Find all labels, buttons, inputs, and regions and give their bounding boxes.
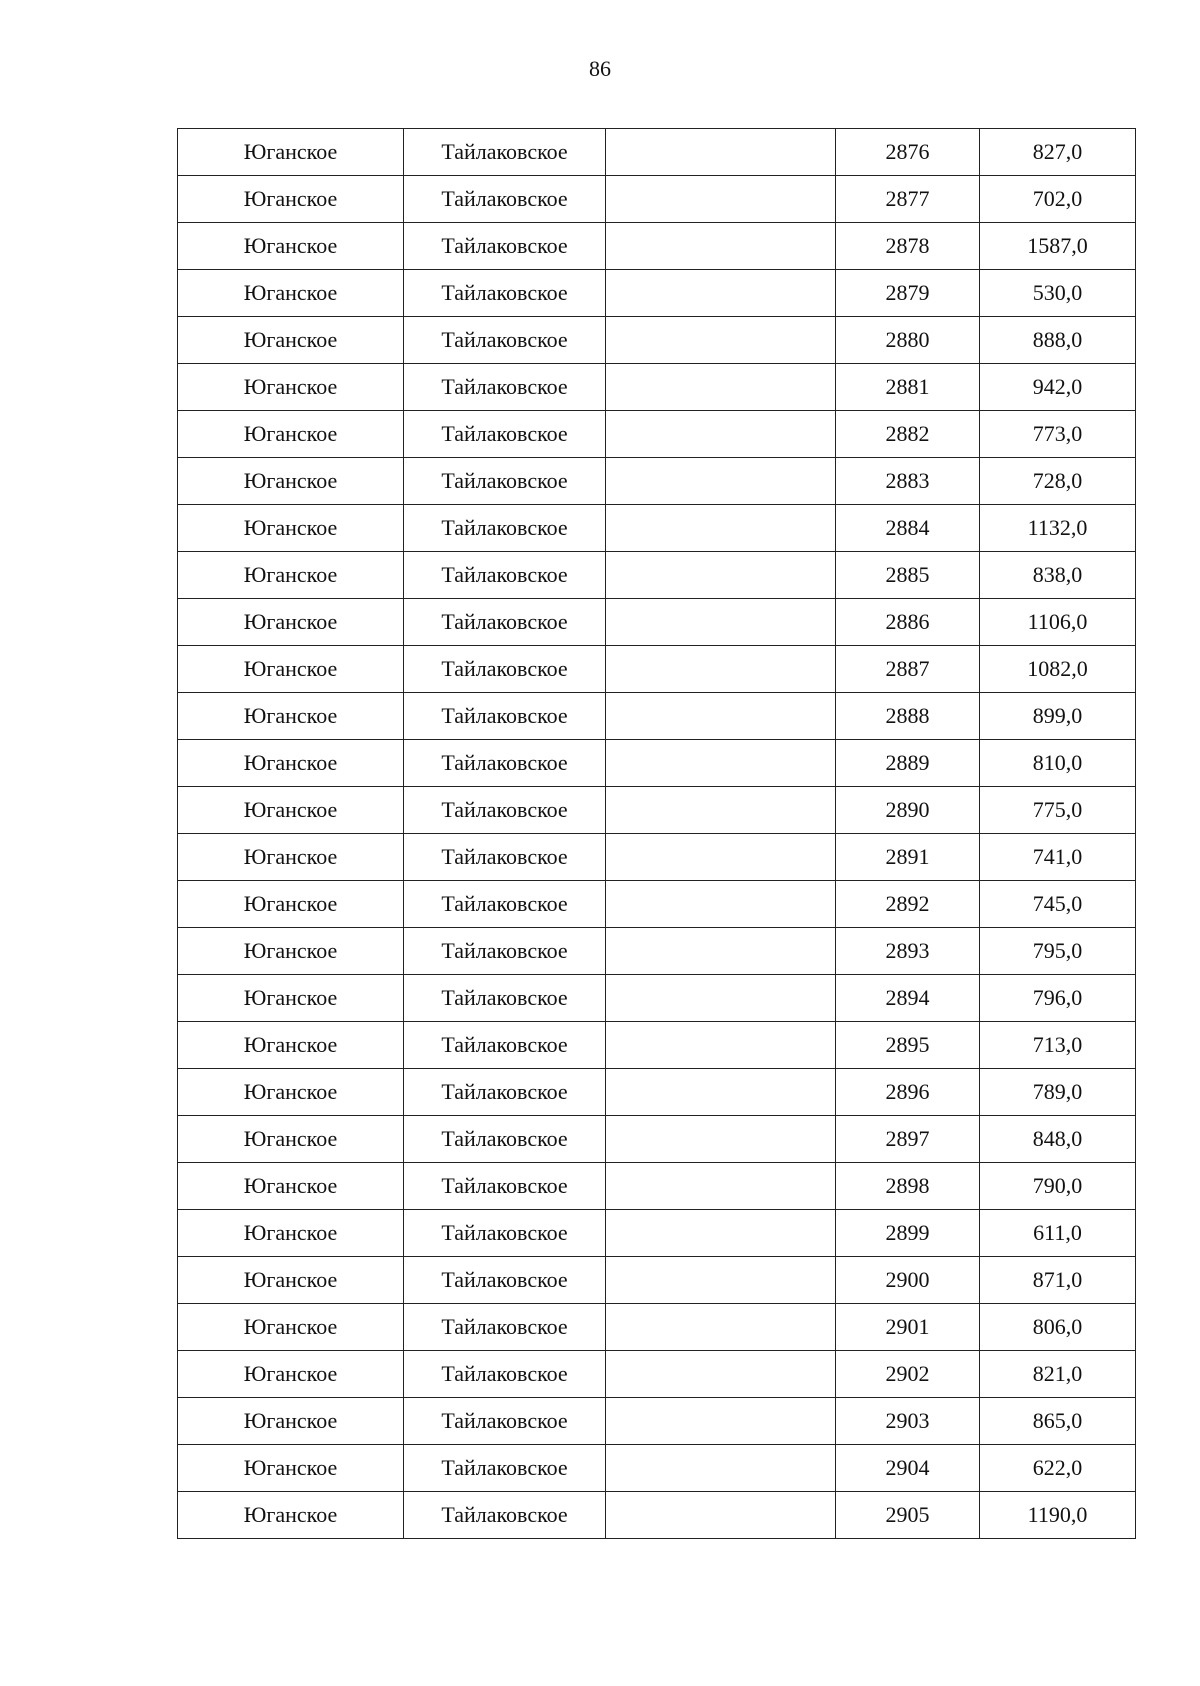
table-row — [178, 646, 1136, 693]
empty-cell — [606, 1304, 836, 1351]
field-cell: Тайлаковское — [404, 834, 606, 881]
field-cell: Тайлаковское — [404, 1069, 606, 1116]
table-row — [178, 881, 1136, 928]
empty-cell — [606, 505, 836, 552]
field-cell: Тайлаковское — [404, 411, 606, 458]
number-cell: 2887 — [836, 646, 980, 693]
value-cell: 1190,0 — [980, 1492, 1136, 1539]
table-row — [178, 317, 1136, 364]
field-cell: Тайлаковское — [404, 1351, 606, 1398]
field-cell: Тайлаковское — [404, 364, 606, 411]
empty-cell — [606, 1069, 836, 1116]
region-cell: Юганское — [178, 693, 404, 740]
value-cell: 702,0 — [980, 176, 1136, 223]
value-cell: 821,0 — [980, 1351, 1136, 1398]
value-cell: 796,0 — [980, 975, 1136, 1022]
table-row — [178, 693, 1136, 740]
table-row — [178, 1210, 1136, 1257]
region-cell: Юганское — [178, 505, 404, 552]
empty-cell — [606, 411, 836, 458]
value-cell: 728,0 — [980, 458, 1136, 505]
empty-cell — [606, 317, 836, 364]
number-cell: 2886 — [836, 599, 980, 646]
empty-cell — [606, 1398, 836, 1445]
field-cell: Тайлаковское — [404, 1210, 606, 1257]
field-cell: Тайлаковское — [404, 505, 606, 552]
value-cell: 848,0 — [980, 1116, 1136, 1163]
value-cell: 806,0 — [980, 1304, 1136, 1351]
empty-cell — [606, 458, 836, 505]
region-cell: Юганское — [178, 364, 404, 411]
region-cell: Юганское — [178, 787, 404, 834]
value-cell: 741,0 — [980, 834, 1136, 881]
region-cell: Юганское — [178, 411, 404, 458]
region-cell: Юганское — [178, 1398, 404, 1445]
number-cell: 2895 — [836, 1022, 980, 1069]
field-cell: Тайлаковское — [404, 552, 606, 599]
table-row — [178, 552, 1136, 599]
number-cell: 2890 — [836, 787, 980, 834]
field-cell: Тайлаковское — [404, 881, 606, 928]
region-cell: Юганское — [178, 928, 404, 975]
number-cell: 2879 — [836, 270, 980, 317]
value-cell: 622,0 — [980, 1445, 1136, 1492]
empty-cell — [606, 834, 836, 881]
field-cell: Тайлаковское — [404, 975, 606, 1022]
table-row — [178, 411, 1136, 458]
value-cell: 1082,0 — [980, 646, 1136, 693]
number-cell: 2877 — [836, 176, 980, 223]
number-cell: 2880 — [836, 317, 980, 364]
number-cell: 2893 — [836, 928, 980, 975]
empty-cell — [606, 1445, 836, 1492]
field-cell: Тайлаковское — [404, 1257, 606, 1304]
table-row — [178, 176, 1136, 223]
value-cell: 827,0 — [980, 129, 1136, 176]
empty-cell — [606, 928, 836, 975]
number-cell: 2896 — [836, 1069, 980, 1116]
empty-cell — [606, 599, 836, 646]
number-cell: 2884 — [836, 505, 980, 552]
number-cell: 2897 — [836, 1116, 980, 1163]
empty-cell — [606, 1492, 836, 1539]
table-row — [178, 1163, 1136, 1210]
table-row — [178, 1257, 1136, 1304]
table-row — [178, 834, 1136, 881]
field-cell: Тайлаковское — [404, 740, 606, 787]
number-cell: 2889 — [836, 740, 980, 787]
region-cell: Юганское — [178, 1022, 404, 1069]
region-cell: Юганское — [178, 599, 404, 646]
table-row — [178, 928, 1136, 975]
value-cell: 1132,0 — [980, 505, 1136, 552]
field-cell: Тайлаковское — [404, 646, 606, 693]
empty-cell — [606, 975, 836, 1022]
region-cell: Юганское — [178, 1351, 404, 1398]
region-cell: Юганское — [178, 1069, 404, 1116]
region-cell: Юганское — [178, 223, 404, 270]
region-cell: Юганское — [178, 129, 404, 176]
region-cell: Юганское — [178, 1304, 404, 1351]
region-cell: Юганское — [178, 1163, 404, 1210]
region-cell: Юганское — [178, 1445, 404, 1492]
number-cell: 2899 — [836, 1210, 980, 1257]
value-cell: 865,0 — [980, 1398, 1136, 1445]
page-number: 86 — [589, 56, 611, 81]
number-cell: 2903 — [836, 1398, 980, 1445]
region-cell: Юганское — [178, 270, 404, 317]
table-row — [178, 458, 1136, 505]
empty-cell — [606, 1163, 836, 1210]
table-row — [178, 1445, 1136, 1492]
field-cell: Тайлаковское — [404, 223, 606, 270]
region-cell: Юганское — [178, 1492, 404, 1539]
field-cell: Тайлаковское — [404, 787, 606, 834]
value-cell: 530,0 — [980, 270, 1136, 317]
empty-cell — [606, 552, 836, 599]
table-row — [178, 975, 1136, 1022]
value-cell: 745,0 — [980, 881, 1136, 928]
table-row — [178, 1069, 1136, 1116]
region-cell: Юганское — [178, 1210, 404, 1257]
field-cell: Тайлаковское — [404, 599, 606, 646]
number-cell: 2891 — [836, 834, 980, 881]
number-cell: 2882 — [836, 411, 980, 458]
value-cell: 1106,0 — [980, 599, 1136, 646]
field-cell: Тайлаковское — [404, 270, 606, 317]
empty-cell — [606, 1022, 836, 1069]
empty-cell — [606, 364, 836, 411]
value-cell: 871,0 — [980, 1257, 1136, 1304]
table-row — [178, 129, 1136, 176]
field-cell: Тайлаковское — [404, 1445, 606, 1492]
field-cell: Тайлаковское — [404, 693, 606, 740]
value-cell: 899,0 — [980, 693, 1136, 740]
value-cell: 795,0 — [980, 928, 1136, 975]
number-cell: 2883 — [836, 458, 980, 505]
region-cell: Юганское — [178, 975, 404, 1022]
value-cell: 611,0 — [980, 1210, 1136, 1257]
value-cell: 775,0 — [980, 787, 1136, 834]
value-cell: 790,0 — [980, 1163, 1136, 1210]
number-cell: 2905 — [836, 1492, 980, 1539]
value-cell: 1587,0 — [980, 223, 1136, 270]
value-cell: 773,0 — [980, 411, 1136, 458]
table-row — [178, 740, 1136, 787]
field-cell: Тайлаковское — [404, 1022, 606, 1069]
table-row — [178, 1022, 1136, 1069]
value-cell: 888,0 — [980, 317, 1136, 364]
field-cell: Тайлаковское — [404, 129, 606, 176]
number-cell: 2881 — [836, 364, 980, 411]
number-cell: 2876 — [836, 129, 980, 176]
region-cell: Юганское — [178, 646, 404, 693]
number-cell: 2878 — [836, 223, 980, 270]
region-cell: Юганское — [178, 176, 404, 223]
field-cell: Тайлаковское — [404, 928, 606, 975]
table-row — [178, 270, 1136, 317]
table-row — [178, 1398, 1136, 1445]
empty-cell — [606, 693, 836, 740]
empty-cell — [606, 1116, 836, 1163]
table-row — [178, 1304, 1136, 1351]
empty-cell — [606, 646, 836, 693]
number-cell: 2898 — [836, 1163, 980, 1210]
field-cell: Тайлаковское — [404, 1116, 606, 1163]
value-cell: 713,0 — [980, 1022, 1136, 1069]
empty-cell — [606, 270, 836, 317]
region-cell: Юганское — [178, 458, 404, 505]
field-cell: Тайлаковское — [404, 1398, 606, 1445]
empty-cell — [606, 129, 836, 176]
value-cell: 838,0 — [980, 552, 1136, 599]
table-row — [178, 364, 1136, 411]
region-cell: Юганское — [178, 1116, 404, 1163]
empty-cell — [606, 223, 836, 270]
table-row — [178, 1351, 1136, 1398]
table-row — [178, 599, 1136, 646]
field-cell: Тайлаковское — [404, 317, 606, 364]
number-cell: 2900 — [836, 1257, 980, 1304]
value-cell: 810,0 — [980, 740, 1136, 787]
number-cell: 2902 — [836, 1351, 980, 1398]
region-cell: Юганское — [178, 740, 404, 787]
field-cell: Тайлаковское — [404, 1304, 606, 1351]
empty-cell — [606, 1351, 836, 1398]
table-row — [178, 787, 1136, 834]
region-cell: Юганское — [178, 552, 404, 599]
number-cell: 2904 — [836, 1445, 980, 1492]
region-cell: Юганское — [178, 317, 404, 364]
number-cell: 2901 — [836, 1304, 980, 1351]
region-cell: Юганское — [178, 881, 404, 928]
table-row — [178, 1492, 1136, 1539]
empty-cell — [606, 787, 836, 834]
region-cell: Юганское — [178, 834, 404, 881]
number-cell: 2885 — [836, 552, 980, 599]
value-cell: 789,0 — [980, 1069, 1136, 1116]
table-body — [178, 129, 1136, 1539]
data-table — [177, 128, 1136, 1539]
number-cell: 2894 — [836, 975, 980, 1022]
empty-cell — [606, 740, 836, 787]
table-row — [178, 1116, 1136, 1163]
value-cell: 942,0 — [980, 364, 1136, 411]
empty-cell — [606, 1210, 836, 1257]
number-cell: 2888 — [836, 693, 980, 740]
field-cell: Тайлаковское — [404, 1492, 606, 1539]
field-cell: Тайлаковское — [404, 458, 606, 505]
table-row — [178, 223, 1136, 270]
field-cell: Тайлаковское — [404, 1163, 606, 1210]
empty-cell — [606, 881, 836, 928]
field-cell: Тайлаковское — [404, 176, 606, 223]
table-row — [178, 505, 1136, 552]
empty-cell — [606, 1257, 836, 1304]
empty-cell — [606, 176, 836, 223]
number-cell: 2892 — [836, 881, 980, 928]
region-cell: Юганское — [178, 1257, 404, 1304]
